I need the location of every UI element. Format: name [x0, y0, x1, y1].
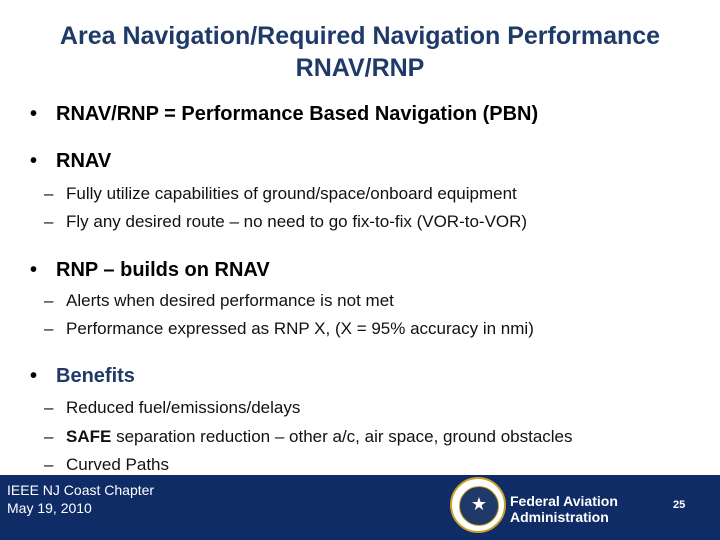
sub-item	[44, 212, 527, 232]
bullet-marker: •	[30, 365, 38, 387]
footer-left	[7, 481, 154, 517]
bullet-text: RNAV/RNP = Performance Based Navigation (PBN)	[56, 103, 539, 125]
sub-item	[44, 319, 534, 339]
bullet-text: RNAV	[56, 150, 112, 172]
bullet-text: RNP – builds on RNAV	[56, 259, 270, 281]
page-number: 25	[673, 499, 686, 511]
dash-marker: –	[44, 291, 54, 310]
bullet-rnp	[30, 259, 270, 282]
sub-item	[44, 455, 169, 475]
footer-date: May 19, 2010	[7, 500, 92, 516]
sub-item-emphasis: SAFE	[66, 427, 112, 446]
slide-title-line-2: RNAV/RNP	[295, 54, 425, 82]
dash-marker: –	[44, 427, 54, 446]
sub-item-text: Curved Paths	[66, 455, 169, 474]
sub-item-text: separation reduction – other a/c, air space, ground obstacles	[111, 427, 573, 446]
seal-star-icon: ★	[470, 494, 488, 514]
sub-item	[44, 427, 573, 447]
bullet-benefits	[30, 365, 135, 388]
sub-item-text: Performance expressed as RNP X, (X = 95% accuracy in nmi)	[66, 319, 534, 338]
footer-org: IEEE NJ Coast Chapter	[7, 482, 155, 498]
bullet-rnav	[30, 150, 111, 173]
dash-marker: –	[44, 212, 54, 231]
faa-seal-icon	[450, 477, 506, 533]
sub-item-text: Alerts when desired performance is not met	[66, 291, 394, 310]
dash-marker: –	[44, 455, 54, 474]
slide-title-line-1: Area Navigation/Required Navigation Performance	[59, 22, 661, 50]
sub-item-text: Fly any desired route – no need to go fix-to-fix (VOR-to-VOR)	[66, 212, 528, 231]
bullet-pbn	[30, 103, 538, 126]
dash-marker: –	[44, 398, 54, 417]
bullet-marker: •	[30, 259, 38, 281]
sub-item	[44, 184, 517, 204]
bullet-text: Benefits	[56, 365, 135, 387]
sub-item	[44, 398, 300, 418]
agency-line-2: Administration	[510, 509, 609, 525]
dash-marker: –	[44, 319, 54, 338]
agency-line-1: Federal Aviation	[510, 493, 618, 509]
bullet-marker: •	[30, 150, 38, 172]
sub-item-text: Reduced fuel/emissions/delays	[66, 398, 301, 417]
bullet-marker: •	[30, 103, 38, 125]
seal-inner	[459, 486, 499, 526]
dash-marker: –	[44, 184, 54, 203]
footer-bar	[0, 475, 720, 540]
agency-name	[510, 493, 618, 525]
sub-item-text: Fully utilize capabilities of ground/space/onboard equipment	[66, 184, 517, 203]
slide-title	[0, 20, 720, 84]
sub-item	[44, 291, 394, 311]
